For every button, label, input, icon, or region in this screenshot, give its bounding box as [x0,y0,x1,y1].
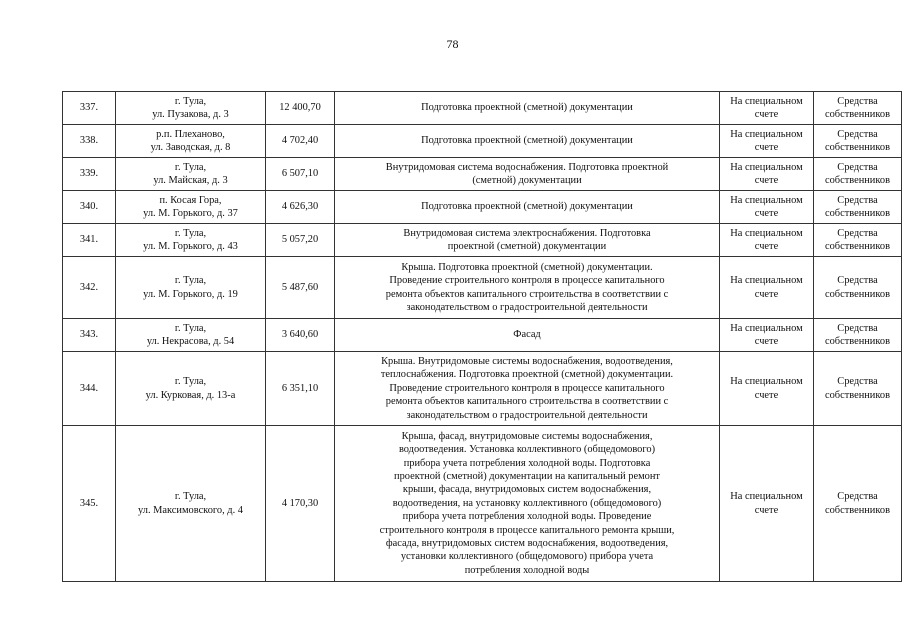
work-line: законодательством о градостроительной деятельности [406,409,648,421]
source-line: Средства [837,194,878,206]
work-line: Подготовка проектной (сметной) документации [421,135,633,147]
address-street: ул. М. Горького, д. 37 [143,208,238,219]
funding-source-cell [814,224,902,257]
table-row [63,158,902,191]
account-line: На специальном [730,194,803,206]
funding-source-cell [814,191,902,224]
row-number: 340. [63,191,116,224]
source-line: Средства [837,95,878,107]
address-street: ул. М. Горького, д. 19 [143,288,238,300]
address-street: ул. Пузакова, д. 3 [152,109,229,120]
source-line: собственников [824,109,890,120]
work-line: проектной (сметной) документации [447,241,607,252]
work-line: законодательством о градостроительной деятельности [406,301,648,313]
work-type-cell [335,352,720,426]
account-cell [720,352,814,426]
address-city: г. Тула, [174,491,207,503]
account-line: счете [754,175,779,186]
address-street: ул. Максимовского, д. 4 [138,504,243,516]
funding-source-cell [814,257,902,319]
work-line: водоотведения. Установка коллективного (общедомового) [398,444,656,456]
row-number: 337. [63,92,116,125]
funding-source-cell [814,92,902,125]
address-cell [116,125,266,158]
work-type-cell [335,257,720,319]
cost-cell: 3 640,60 [266,319,335,352]
table-row [63,352,902,426]
work-line: прибора учета потребления холодной воды. Проведение [402,511,652,523]
source-line: Средства [837,491,878,503]
account-line: На специальном [730,491,803,503]
address-cell [116,352,266,426]
funding-source-cell [814,319,902,352]
work-line: ремонта объектов капитального строительства в соответствии с [385,288,669,300]
funding-source-cell [814,352,902,426]
work-line: Крыша. Внутридомовые системы водоснабжения, водоотведения, [381,355,673,367]
work-line: установки коллективного (общедомового) прибора учета [400,551,654,563]
address-cell [116,158,266,191]
funding-source-cell [814,426,902,582]
table-row [63,257,902,319]
address-city: г. Тула, [174,161,207,173]
account-line: счете [754,208,779,219]
address-city: г. Тула, [174,376,207,388]
account-line: счете [754,288,779,300]
source-line: собственников [824,208,890,219]
work-line: водоотведения, на установку коллективного (общедомового) [392,497,662,509]
source-line: Средства [837,376,878,388]
address-street: ул. Майская, д. 3 [153,175,228,186]
cost-cell: 12 400,70 [266,92,335,125]
address-cell [116,426,266,582]
work-line: Проведение строительного контроля в процессе капитального [389,275,665,287]
account-line: счете [754,389,779,401]
work-type-cell [335,191,720,224]
address-street: ул. Заводская, д. 8 [150,142,231,153]
work-line: Внутридомовая система водоснабжения. Подготовка проектной [385,161,669,173]
address-cell [116,92,266,125]
work-type-cell [335,92,720,125]
account-line: счете [754,504,779,516]
address-street: ул. М. Горького, д. 43 [143,241,238,252]
work-line: Крыша. Подготовка проектной (сметной) документации. [401,261,653,273]
work-line: строительного контроля в процессе капитального ремонта крыши, [379,524,675,536]
work-type-cell [335,158,720,191]
table-row [63,224,902,257]
address-city: г. Тула, [174,227,207,239]
account-line: На специальном [730,376,803,388]
cost-cell: 6 351,10 [266,352,335,426]
source-line: собственников [824,175,890,186]
cost-cell: 5 057,20 [266,224,335,257]
account-line: На специальном [730,161,803,173]
account-cell [720,257,814,319]
address-city: п. Косая Гора, [159,194,222,206]
work-line: потребления холодной воды [464,564,590,576]
cost-cell: 6 507,10 [266,158,335,191]
works-table [62,91,902,582]
cost-cell: 5 487,60 [266,257,335,319]
work-line: прибора учета потребления холодной воды. Подготовка [403,457,651,469]
account-line: счете [754,142,779,153]
row-number: 344. [63,352,116,426]
account-cell [720,158,814,191]
work-line: крыши, фасада, внутридомовых систем водоснабжения, [402,484,652,496]
work-line: Подготовка проектной (сметной) документации [421,201,633,213]
row-number: 342. [63,257,116,319]
work-line: Проведение строительного контроля в процессе капитального [389,382,665,394]
source-line: собственников [824,288,890,300]
source-line: Средства [837,161,878,173]
work-type-cell [335,125,720,158]
account-line: На специальном [730,95,803,107]
row-number: 345. [63,426,116,582]
address-city: г. Тула, [174,322,207,334]
work-line: Фасад [513,329,541,341]
work-line: (сметной) документации [472,175,582,186]
table-row [63,92,902,125]
row-number: 338. [63,125,116,158]
source-line: собственников [824,389,890,401]
page-number: 78 [446,37,459,51]
source-line: собственников [824,336,890,347]
account-line: На специальном [730,227,803,239]
work-line: ремонта объектов капитального строительства в соответствии с [385,396,669,408]
source-line: Средства [837,128,878,140]
work-line: фасада, внутридомовых систем водоснабжения, водоотведения, [385,538,669,550]
row-number: 343. [63,319,116,352]
address-city: г. Тула, [174,275,207,287]
address-city: г. Тула, [174,95,207,107]
source-line: Средства [837,227,878,239]
address-city: р.п. Плеханово, [156,128,225,140]
account-cell [720,319,814,352]
source-line: Средства [837,322,878,334]
cost-cell: 4 702,40 [266,125,335,158]
account-line: счете [754,241,779,252]
funding-source-cell [814,125,902,158]
work-line: Внутридомовая система электроснабжения. Подготовка [403,227,651,239]
table-row [63,191,902,224]
source-line: Средства [837,275,878,287]
source-line: собственников [824,142,890,153]
work-type-cell [335,224,720,257]
account-line: счете [754,336,779,347]
table-body [63,92,902,582]
table-row [63,426,902,582]
account-cell [720,125,814,158]
work-line: Крыша, фасад, внутридомовые системы водоснабжения, [401,430,653,442]
row-number: 339. [63,158,116,191]
address-cell [116,224,266,257]
work-line: теплоснабжения. Подготовка проектной (сметной) документации. [380,369,674,381]
account-cell [720,92,814,125]
cost-cell: 4 170,30 [266,426,335,582]
account-line: На специальном [730,275,803,287]
address-street: ул. Курковая, д. 13-а [145,389,236,401]
source-line: собственников [824,241,890,252]
address-street: ул. Некрасова, д. 54 [146,336,235,347]
row-number: 341. [63,224,116,257]
work-line: Подготовка проектной (сметной) документации [421,102,633,114]
table-row [63,319,902,352]
work-line: проектной (сметной) документации на капитальный ремонт [394,470,660,482]
funding-source-cell [814,158,902,191]
work-type-cell [335,319,720,352]
cost-cell: 4 626,30 [266,191,335,224]
work-type-cell [335,426,720,582]
source-line: собственников [824,504,890,516]
account-cell [720,426,814,582]
address-cell [116,257,266,319]
address-cell [116,191,266,224]
table-row [63,125,902,158]
account-cell [720,191,814,224]
account-line: На специальном [730,128,803,140]
account-line: счете [754,109,779,120]
account-line: На специальном [730,322,803,334]
account-cell [720,224,814,257]
address-cell [116,319,266,352]
